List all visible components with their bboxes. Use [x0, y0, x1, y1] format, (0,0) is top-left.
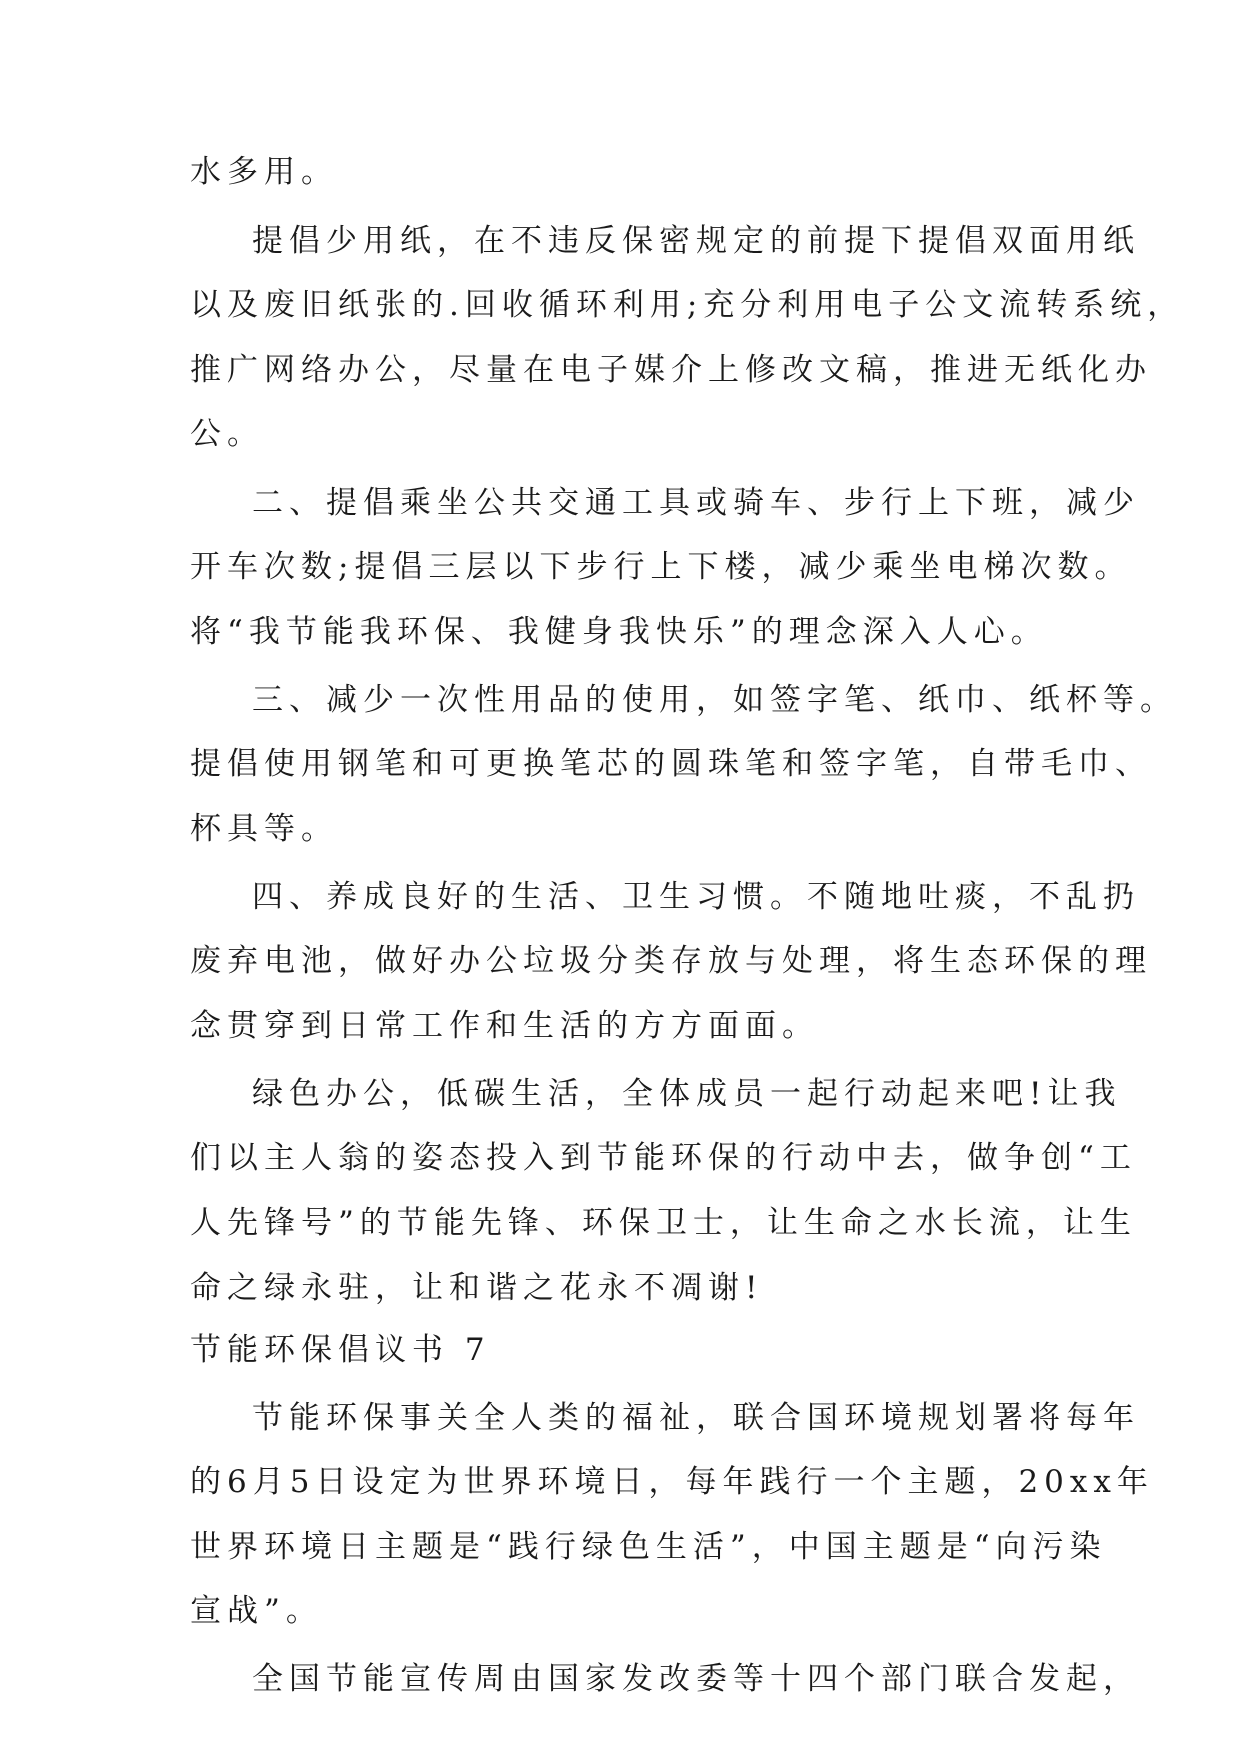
text-line: 二、提倡乘坐公共交通工具或骑车、步行上下班，减少 [252, 485, 1140, 521]
text-line: 水多用。 [190, 154, 338, 190]
text-line: 公。 [190, 416, 264, 452]
text-line: 命之绿永驻，让和谐之花永不凋谢! [190, 1270, 764, 1306]
text-line: 提倡少用纸，在不违反保密规定的前提下提倡双面用纸 [252, 223, 1140, 259]
text-line: 全国节能宣传周由国家发改委等十四个部门联合发起， [252, 1661, 1140, 1697]
text-line: 废弃电池，做好办公垃圾分类存放与处理，将生态环保的理 [190, 943, 1152, 979]
text-line: 世界环境日主题是“践行绿色生活”，中国主题是“向污染 [190, 1529, 1107, 1565]
text-line: 们以主人翁的姿态投入到节能环保的行动中去，做争创“工 [190, 1140, 1137, 1176]
text-line: 人先锋号”的节能先锋、环保卫士，让生命之水长流，让生 [190, 1205, 1137, 1241]
text-line: 以及废旧纸张的.回收循环利用;充分利用电子公文流转系统， [190, 287, 1185, 323]
text-line: 的6月5日设定为世界环境日，每年践行一个主题，20xx年 [190, 1464, 1154, 1500]
text-line: 念贯穿到日常工作和生活的方方面面。 [190, 1008, 819, 1044]
text-line: 推广网络办公，尽量在电子媒介上修改文稿，推进无纸化办 [190, 352, 1152, 388]
text-line: 杯具等。 [190, 811, 338, 847]
text-line: 开车次数;提倡三层以下步行上下楼，减少乘坐电梯次数。 [190, 549, 1132, 585]
text-line: 宣战”。 [190, 1593, 323, 1629]
text-line: 四、养成良好的生活、卫生习惯。不随地吐痰，不乱扔 [252, 879, 1140, 915]
text-line: 将“我节能我环保、我健身我快乐”的理念深入人心。 [190, 614, 1048, 650]
text-line: 绿色办公，低碳生活，全体成员一起行动起来吧!让我 [252, 1076, 1122, 1112]
text-line: 提倡使用钢笔和可更换笔芯的圆珠笔和签字笔，自带毛巾、 [190, 746, 1152, 782]
text-line: 节能环保事关全人类的福祉，联合国环境规划署将每年 [252, 1400, 1140, 1436]
text-line: 三、减少一次性用品的使用，如签字笔、纸巾、纸杯等。 [252, 682, 1177, 718]
section-heading: 节能环保倡议书 7 [190, 1332, 491, 1368]
